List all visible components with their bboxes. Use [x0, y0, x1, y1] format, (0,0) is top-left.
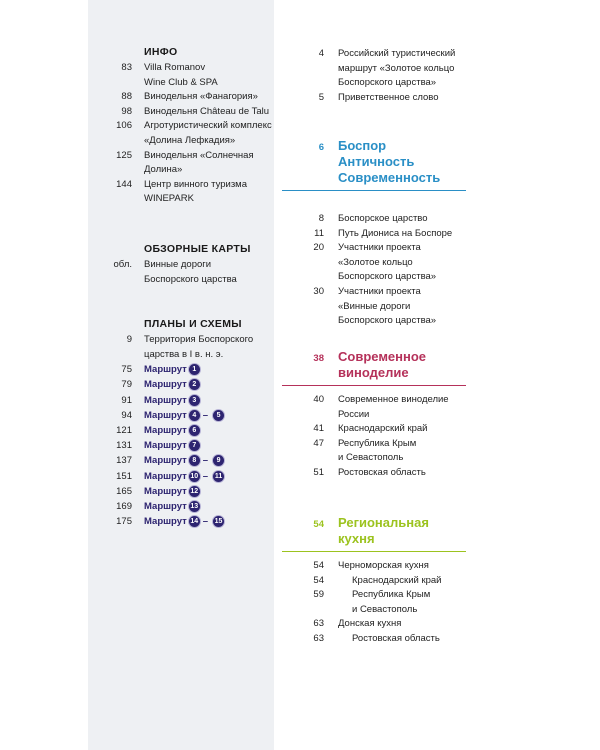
entry-text: Винодельня Château de Talu	[144, 105, 270, 117]
page-number: 20	[313, 242, 324, 254]
page-number: 125	[116, 149, 132, 161]
entry-text: и Севастополь	[338, 452, 404, 464]
entry-text: Участники проекта	[338, 286, 421, 297]
entry-text: Территория Боспорского	[144, 334, 254, 345]
page-number: 165	[116, 485, 132, 497]
entry-text: Агротуристический комплекс	[144, 120, 272, 132]
entry-text: Ростовская область	[338, 467, 426, 478]
chapter-title: Боспор Античность Современность	[338, 138, 441, 185]
page-number: 98	[121, 105, 132, 117]
route-number-badge: 15	[214, 518, 223, 526]
route-number-badge: 3	[189, 395, 200, 406]
route-number-badge: 13	[190, 503, 199, 510]
page-number: 8	[318, 213, 324, 224]
entry-text: «Винные дороги	[338, 300, 411, 312]
page-number: 137	[116, 455, 132, 467]
entry-text: Долина»	[144, 164, 183, 176]
route-number-badge: 1	[189, 364, 200, 375]
route-number-badge: 5	[213, 410, 224, 421]
chapter-divider	[282, 551, 466, 552]
route-number-badge: 8	[189, 455, 200, 466]
route-number-badge: 11	[214, 472, 223, 480]
entry-text: Винные дороги	[144, 259, 212, 270]
entry-text: «Долина Лефкадия»	[144, 135, 236, 146]
page-number: 79	[121, 379, 132, 391]
chapter-page-number: 38	[313, 353, 324, 364]
entry-text: Краснодарский край	[338, 423, 428, 435]
entry-text: Боспорское царство	[338, 213, 428, 224]
page-number: 51	[313, 467, 324, 478]
entry-text: Участники проекта	[338, 242, 421, 254]
page-number: 63	[313, 618, 324, 630]
entry-text: России	[338, 408, 370, 420]
page-number: обл.	[113, 259, 132, 270]
page-number: 151	[116, 470, 132, 482]
route-label: Маршрут 14 – 15	[144, 516, 223, 528]
route-dash: –	[202, 455, 209, 467]
page-number: 9	[126, 334, 132, 345]
page-number: 63	[313, 633, 324, 644]
page-number: 30	[313, 286, 324, 297]
chapter-divider	[282, 190, 466, 191]
entry-text: Путь Диониса на Боспоре	[338, 227, 453, 239]
chapter-title: Современное виноделие	[338, 349, 427, 380]
route-label: Маршрут 6	[144, 424, 200, 438]
page-number: 175	[116, 516, 132, 528]
route-label: Маршрут 12	[144, 485, 199, 497]
route-dash: –	[202, 409, 209, 421]
chapter-page-number: 6	[318, 142, 324, 153]
page-number: 40	[313, 394, 324, 405]
page-number: 94	[121, 409, 132, 421]
entry-text: Современное виноделие	[338, 394, 449, 405]
chapter-title: Региональная кухня	[338, 515, 429, 546]
entry-text: Боспорского царства»	[338, 77, 437, 89]
entry-text: Ростовская область	[352, 633, 440, 644]
route-number-badge: 10	[190, 472, 199, 480]
route-label: Маршрут 8 – 9	[144, 454, 224, 468]
route-number-badge: 7	[189, 440, 200, 451]
section-title-plans: ПЛАНЫ И СХЕМЫ	[144, 318, 242, 330]
page-number: 75	[121, 364, 132, 376]
page-number: 41	[313, 423, 324, 435]
page-number: 144	[116, 178, 132, 190]
section-title-info: ИНФО	[144, 46, 178, 58]
entry-text: Wine Club & SPA	[144, 76, 218, 88]
page-number: 106	[116, 120, 132, 132]
route-dash: –	[202, 516, 209, 528]
route-label: Маршрут 10 – 11	[144, 470, 223, 482]
entry-text: Донская кухня	[338, 618, 402, 630]
route-number-badge: 12	[190, 487, 199, 495]
entry-text: Республика Крым	[338, 437, 417, 449]
page-number: 91	[121, 394, 132, 406]
route-label: Маршрут 3	[144, 394, 200, 408]
entry-text: Краснодарский край	[352, 574, 442, 586]
route-number-badge: 2	[189, 379, 200, 390]
entry-text: Российский туристический	[338, 48, 456, 59]
entry-text: Республика Крым	[352, 589, 431, 601]
page-number: 54	[313, 560, 324, 571]
route-label: Маршрут 7	[144, 439, 200, 453]
entry-text: царства в I в. н. э.	[144, 348, 224, 360]
chapter-page-number: 54	[313, 519, 324, 530]
entry-text: маршрут «Золотое кольцо	[338, 62, 455, 74]
entry-text: WINEPARK	[144, 193, 194, 205]
page-number: 5	[318, 91, 324, 103]
page-number: 4	[318, 48, 324, 59]
chapter-divider	[282, 385, 466, 386]
page-number: 121	[116, 425, 132, 436]
entry-text: и Севастополь	[352, 603, 418, 615]
route-label: Маршрут 4 – 5	[144, 409, 224, 423]
route-dash: –	[202, 470, 209, 482]
route-number-badge: 6	[189, 425, 200, 436]
entry-text: Боспорского царства»	[338, 271, 437, 283]
entry-text: Боспорского царства	[144, 273, 237, 285]
page-number: 83	[121, 62, 132, 73]
entry-text: Боспорского царства»	[338, 315, 437, 327]
entry-text: «Золотое кольцо	[338, 256, 413, 268]
page-number: 11	[314, 227, 324, 239]
entry-text: Центр винного туризма	[144, 178, 248, 190]
page-number: 169	[116, 501, 132, 512]
page-number: 59	[313, 589, 324, 601]
page-number: 54	[313, 574, 324, 586]
entry-text: Приветственное слово	[338, 91, 439, 103]
route-number-badge: 14	[190, 518, 199, 526]
entry-text: Villa Romanov	[144, 62, 206, 73]
page-number: 88	[121, 91, 132, 103]
section-title-maps: ОБЗОРНЫЕ КАРТЫ	[144, 243, 251, 255]
entry-text: Винодельня «Фанагория»	[144, 91, 258, 103]
route-label: Маршрут 2	[144, 378, 200, 392]
entry-text: Винодельня «Солнечная	[144, 149, 254, 161]
entry-text: Черноморская кухня	[338, 560, 429, 571]
route-number-badge: 9	[213, 455, 224, 466]
page-number: 47	[313, 437, 324, 449]
page-number: 131	[116, 440, 132, 452]
route-label: Маршрут 1	[144, 363, 200, 377]
route-label: Маршрут 13	[144, 501, 199, 512]
route-number-badge: 4	[189, 410, 200, 421]
